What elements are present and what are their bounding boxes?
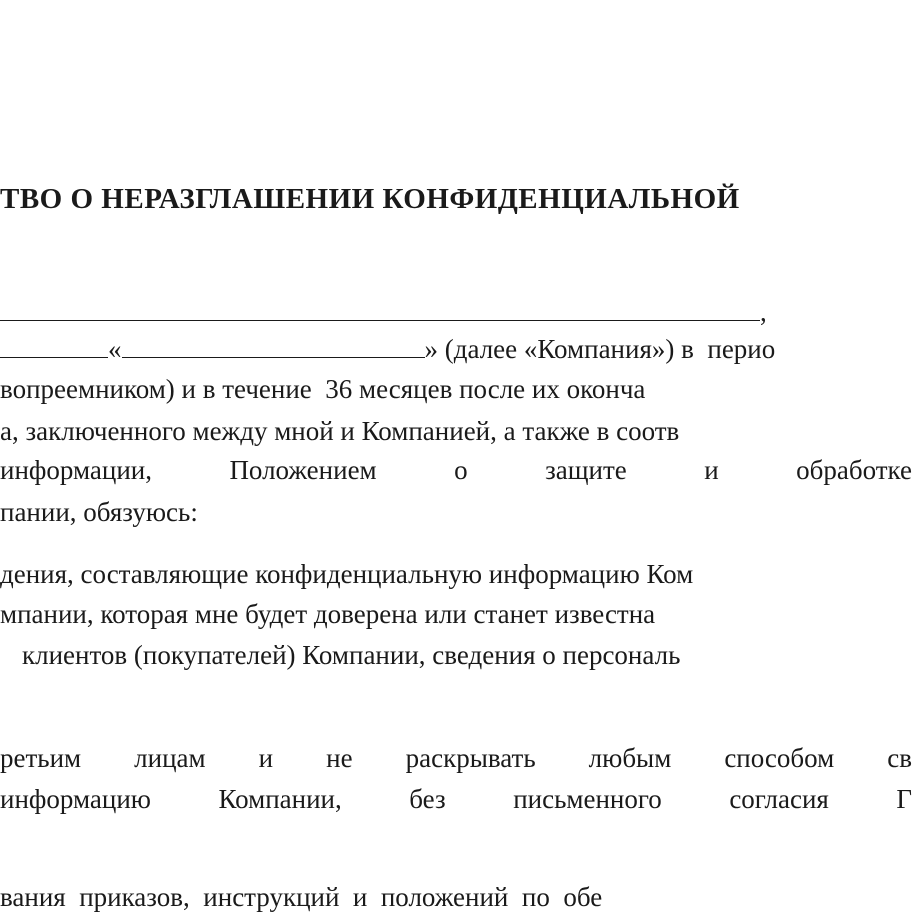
blank-field-name (0, 296, 760, 321)
paragraph-line-4: а, заключенного между мной и Компанией, а также в соотв (0, 416, 680, 446)
line5-word: и (704, 455, 719, 485)
line10-word: св (887, 743, 912, 773)
paragraph-line-8: мпании, которая мне будет доверена или станет известна (0, 599, 656, 629)
paragraph-line-12-cut: вания приказов, инструкций и положений по обе (0, 882, 603, 912)
line5-word: обработке (796, 455, 912, 485)
line5-word: информации, (0, 455, 152, 485)
line5-word: защите (545, 455, 627, 485)
line10-word: способом (724, 743, 835, 773)
line11-word: без (409, 784, 446, 814)
blank-field-company (122, 333, 425, 358)
blank-line-1-comma: , (760, 297, 767, 327)
line11-word: согласия (729, 784, 829, 814)
line10-word: не (326, 743, 353, 773)
paragraph-line-10 (0, 745, 912, 772)
line10-word: ретьим (0, 743, 82, 773)
blank-field-form (0, 333, 108, 358)
company-line (0, 333, 775, 363)
company-line-text: » (далее «Компания») в перио (424, 334, 776, 364)
paragraph-line-5 (0, 457, 912, 484)
blank-line-1 (0, 296, 767, 326)
line11-word: Компании, (218, 784, 342, 814)
paragraph-line-6: пании, обязуюсь: (0, 497, 198, 527)
line10-word: раскрывать (405, 743, 536, 773)
document-title: ТВО О НЕРАЗГЛАШЕНИИ КОНФИДЕНЦИАЛЬНОЙ (0, 183, 740, 215)
paragraph-line-7: дения, составляющие конфиденциальную информацию Ком (0, 559, 694, 589)
line10-word: и (258, 743, 274, 773)
line5-word: Положением (229, 455, 377, 485)
line10-word: любым (588, 743, 672, 773)
line11-word: Г (896, 784, 912, 814)
line5-word: о (454, 455, 468, 485)
paragraph-line-3: вопреемником) и в течение 36 месяцев после их оконча (0, 374, 646, 404)
line10-word: лицам (134, 743, 206, 773)
paragraph-line-9: клиентов (покупателей) Компании, сведения о персональ (22, 640, 681, 670)
paragraph-line-11 (0, 786, 912, 813)
open-quote: « (108, 334, 122, 364)
line11-word: информацию (0, 784, 151, 814)
line11-word: письменного (513, 784, 662, 814)
